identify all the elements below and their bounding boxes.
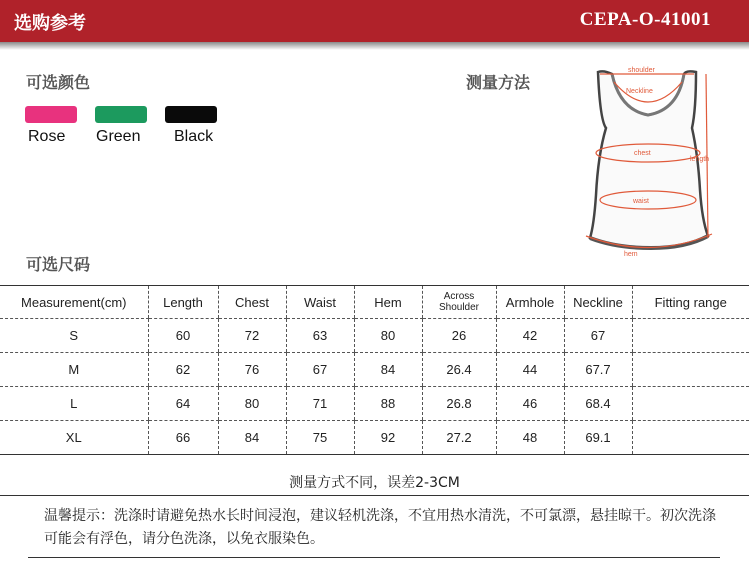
table-row xyxy=(0,421,749,455)
table-cell: 88 xyxy=(354,387,422,421)
table-cell: 92 xyxy=(354,421,422,455)
table-cell: 68.4 xyxy=(564,387,632,421)
table-cell: 64 xyxy=(148,387,218,421)
colors-title: 可选颜色 xyxy=(26,73,91,92)
header-title: 选购参考 xyxy=(14,13,86,34)
swatch-green[interactable] xyxy=(95,106,147,123)
table-cell: 80 xyxy=(218,387,286,421)
label-chest: chest xyxy=(634,150,651,157)
header-shadow xyxy=(0,42,749,50)
header-measurement: Measurement(cm) xyxy=(0,286,148,319)
table-cell: 48 xyxy=(496,421,564,455)
divider-bottom xyxy=(28,557,720,558)
table-cell: 42 xyxy=(496,319,564,353)
table-cell: 80 xyxy=(354,319,422,353)
divider-top xyxy=(0,495,749,496)
swatch-label-rose: Rose xyxy=(28,128,66,145)
size-title: 可选尺码 xyxy=(26,255,91,274)
header-hem: Hem xyxy=(354,286,422,319)
size-cell: XL xyxy=(0,421,148,455)
table-cell: 26.8 xyxy=(422,387,496,421)
table-cell: 71 xyxy=(286,387,354,421)
table-cell xyxy=(632,387,749,421)
label-shoulder: shoulder xyxy=(628,67,655,74)
size-cell: L xyxy=(0,387,148,421)
table-row xyxy=(0,319,749,353)
table-cell: 26 xyxy=(422,319,496,353)
table-cell: 27.2 xyxy=(422,421,496,455)
care-tip: 温馨提示：洗涤时请避免热水长时间浸泡，建议轻机洗涤，不宜用热水清洗，不可氯漂，悬挂晾干。初次洗涤可能会有浮色，请分色洗涤，以免衣服染色。 xyxy=(44,508,716,547)
header-chest: Chest xyxy=(218,286,286,319)
table-cell: 66 xyxy=(148,421,218,455)
swatch-label-green: Green xyxy=(96,128,141,145)
size-table xyxy=(0,285,749,455)
table-cell: 69.1 xyxy=(564,421,632,455)
table-cell: 44 xyxy=(496,353,564,387)
table-header-row xyxy=(0,286,749,319)
label-length: length xyxy=(690,156,710,163)
table-cell: 63 xyxy=(286,319,354,353)
header-neckline: Neckline xyxy=(564,286,632,319)
table-cell: 67 xyxy=(564,319,632,353)
size-cell: S xyxy=(0,319,148,353)
table-cell: 84 xyxy=(354,353,422,387)
measurement-diagram xyxy=(576,60,726,260)
size-cell: M xyxy=(0,353,148,387)
table-cell: 62 xyxy=(148,353,218,387)
header-across-shoulder: Across Shoulder xyxy=(422,286,496,319)
table-cell: 84 xyxy=(218,421,286,455)
table-cell xyxy=(632,319,749,353)
table-cell xyxy=(632,421,749,455)
measurement-note: 测量方式不同，误差2-3CM xyxy=(289,475,460,491)
swatch-black[interactable] xyxy=(165,106,217,123)
table-cell xyxy=(632,353,749,387)
swatch-label-black: Black xyxy=(174,128,214,145)
header-length: Length xyxy=(148,286,218,319)
label-waist: waist xyxy=(633,198,649,205)
table-row xyxy=(0,387,749,421)
product-code: CEPA-O-41001 xyxy=(579,9,711,30)
table-cell: 76 xyxy=(218,353,286,387)
measure-title: 测量方法 xyxy=(466,73,531,92)
label-hem: hem xyxy=(624,251,638,258)
header-armhole: Armhole xyxy=(496,286,564,319)
table-cell: 60 xyxy=(148,319,218,353)
table-cell: 72 xyxy=(218,319,286,353)
table-cell: 26.4 xyxy=(422,353,496,387)
table-cell: 75 xyxy=(286,421,354,455)
table-cell: 67.7 xyxy=(564,353,632,387)
table-row xyxy=(0,353,749,387)
header-waist: Waist xyxy=(286,286,354,319)
header-fitting-range: Fitting range xyxy=(632,286,749,319)
swatch-rose[interactable] xyxy=(25,106,77,123)
table-cell: 46 xyxy=(496,387,564,421)
label-neckline: Neckline xyxy=(626,88,653,95)
table-cell: 67 xyxy=(286,353,354,387)
